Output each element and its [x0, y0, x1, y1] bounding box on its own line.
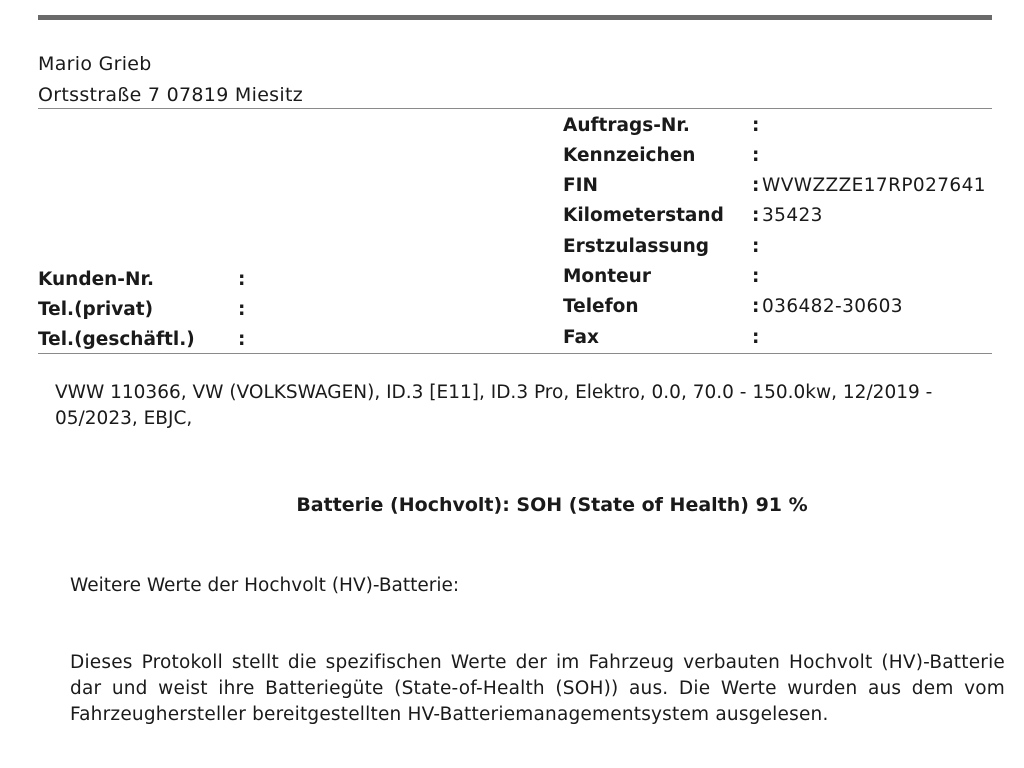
field-separator: :: [752, 205, 760, 226]
header-divider: [38, 108, 992, 109]
field-separator: :: [752, 296, 760, 317]
field-separator: :: [238, 329, 246, 350]
field-separator: :: [752, 115, 760, 136]
field-separator: :: [238, 269, 246, 290]
field-label: Monteur: [563, 266, 651, 287]
report-title: Batterie (Hochvolt): SOH (State of Health) 91 %: [296, 494, 808, 516]
field-label: Tel.(geschäftl.): [38, 329, 195, 350]
vehicle-description: VWW 110366, VW (VOLKSWAGEN), ID.3 [E11], ID.3 Pro, Elektro, 0.0, 70.0 - 150.0kw, 12/2019 - 05/2023, EBJC,: [55, 382, 933, 429]
field-separator: :: [238, 299, 246, 320]
top-rule: [38, 15, 992, 20]
field-label: Fax: [563, 327, 599, 348]
field-label: Erstzulassung: [563, 236, 709, 257]
field-label: Kunden-Nr.: [38, 269, 154, 290]
mileage-value: 35423: [762, 205, 823, 226]
field-label: Tel.(privat): [38, 299, 154, 320]
description-paragraph: Dieses Protokoll stellt die spezifischen Werte der im Fahrzeug verbauten Hochvolt (HV)-Batterie dar und weist ihre Batteriegüte (State-of-Health (SOH)) aus. Die Werte wurden aus dem vom Fahrzeughersteller bereitgestellten HV-Batteriemanagementsystem ausgelesen.: [70, 652, 1005, 725]
field-separator: :: [752, 266, 760, 287]
field-label: Auftrags-Nr.: [563, 115, 690, 136]
phone-value: 036482-30603: [762, 296, 903, 317]
section-heading: Weitere Werte der Hochvolt (HV)-Batterie:: [70, 575, 460, 596]
field-label: Telefon: [563, 296, 639, 317]
field-separator: :: [752, 145, 760, 166]
field-separator: :: [752, 236, 760, 257]
field-separator: :: [752, 175, 760, 196]
field-separator: :: [752, 327, 760, 348]
field-label: Kennzeichen: [563, 145, 696, 166]
customer-name: Mario Grieb: [38, 53, 152, 75]
field-label: FIN: [563, 175, 599, 196]
customer-address: Ortsstraße 7 07819 Miesitz: [38, 84, 303, 106]
field-label: Kilometerstand: [563, 205, 724, 226]
fields-divider: [38, 353, 992, 354]
vin-value: WVWZZZE17RP027641: [762, 175, 986, 196]
